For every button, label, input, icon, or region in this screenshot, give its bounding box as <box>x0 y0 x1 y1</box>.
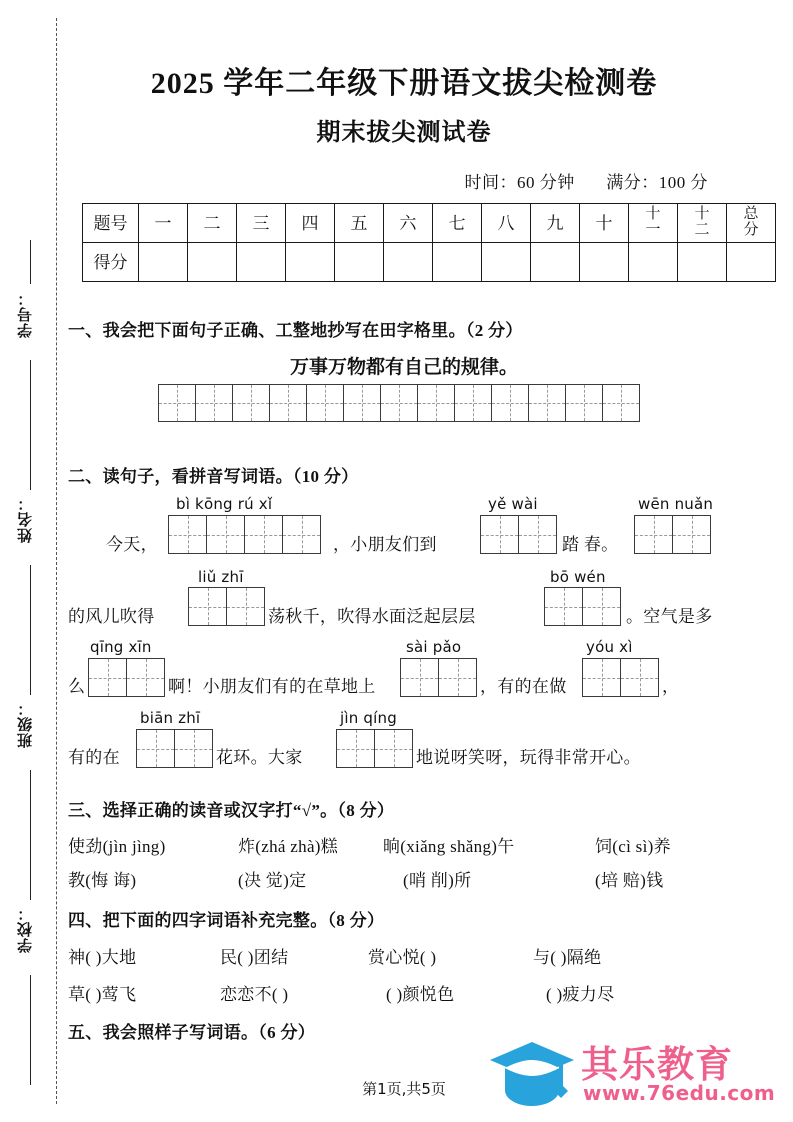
question-4-heading: 四、把下面的四字词语补充完整。（8 分） <box>68 911 385 930</box>
grid-cell[interactable] <box>518 515 557 554</box>
col-3: 三 <box>237 204 286 243</box>
q3-item-4[interactable]: 饲(cì sì)养 <box>595 837 671 856</box>
page-number: 第1页,共5页 <box>362 1080 446 1098</box>
col-11 <box>629 204 678 243</box>
write-rule-3 <box>30 565 31 695</box>
sidebar-label-school: 学校： <box>16 905 34 953</box>
grid-cell[interactable] <box>417 384 455 422</box>
grid-cell[interactable] <box>232 384 270 422</box>
score-cell-7[interactable] <box>433 243 482 282</box>
col-total-top: 总 <box>743 206 759 223</box>
answer-grid-q2-10[interactable] <box>336 729 413 768</box>
q3-item-6[interactable]: (决 觉)定 <box>238 871 307 890</box>
grid-cell[interactable] <box>374 729 413 768</box>
answer-grid-q2-4[interactable] <box>188 587 265 626</box>
q3-item-7[interactable]: (哨 削)所 <box>403 871 472 890</box>
q2-pinyin-bikongruxi: bì kōng rú xǐ <box>176 495 273 513</box>
q2-line1-mid1: ，小朋友们到 <box>333 535 437 554</box>
grid-cell[interactable] <box>544 587 583 626</box>
q3-item-5[interactable]: 教(悔 诲) <box>68 871 137 890</box>
q4-item-5[interactable]: 草( )莺飞 <box>68 985 137 1004</box>
col-8: 八 <box>482 204 531 243</box>
answer-grid-q2-9[interactable] <box>136 729 213 768</box>
q3-item-3[interactable]: 晌(xiǎng shǎng)午 <box>383 837 515 856</box>
answer-grid-q2-6[interactable] <box>88 658 165 697</box>
score-cell-3[interactable] <box>237 243 286 282</box>
q4-item-6[interactable]: 恋恋不( ) <box>220 985 289 1004</box>
q2-pinyin-youxi: yóu xì <box>586 638 633 656</box>
answer-grid-q2-8[interactable] <box>582 658 659 697</box>
score-cell-12[interactable] <box>678 243 727 282</box>
score-cell-2[interactable] <box>188 243 237 282</box>
q4-item-3[interactable]: 赏心悦( ) <box>368 948 437 967</box>
q3-item-8[interactable]: (培 赔)钱 <box>595 871 664 890</box>
answer-grid-q2-7[interactable] <box>400 658 477 697</box>
q2-pinyin-liuzhi: liǔ zhī <box>198 568 244 586</box>
graduation-cap-icon <box>489 1038 575 1110</box>
page-title: 2025 学年二年级下册语文拔尖检测卷 <box>150 67 658 100</box>
q4-item-2[interactable]: 民( )团结 <box>220 948 289 967</box>
logo-site-url: www.76edu.com <box>583 1081 776 1105</box>
q3-item-1[interactable]: 使劲(jìn jìng) <box>68 837 166 856</box>
q2-line3-mid1: 啊！小朋友们有的在草地上 <box>168 677 376 696</box>
grid-cell[interactable] <box>336 729 375 768</box>
q2-line1-mid2: 踏 春。 <box>562 535 619 554</box>
score-cell-4[interactable] <box>286 243 335 282</box>
col-11-top: 十 <box>645 206 661 223</box>
grid-cell[interactable] <box>188 587 227 626</box>
sidebar-label-class: 班级： <box>16 700 34 748</box>
col-5: 五 <box>335 204 384 243</box>
col-4: 四 <box>286 204 335 243</box>
student-info-strip <box>0 0 68 1122</box>
grid-cell[interactable] <box>269 384 307 422</box>
score-cell-9[interactable] <box>531 243 580 282</box>
question-2-heading: 二、读句子，看拼音写词语。（10 分） <box>68 467 359 486</box>
grid-cell[interactable] <box>206 515 245 554</box>
grid-cell[interactable] <box>226 587 265 626</box>
table-row-question-numbers <box>83 204 776 243</box>
grid-cell[interactable] <box>528 384 566 422</box>
answer-grid-q2-1[interactable] <box>168 515 321 554</box>
col-total <box>727 204 776 243</box>
row-header-score: 得分 <box>83 243 139 282</box>
col-11-bottom: 一 <box>645 222 661 238</box>
q2-pinyin-saipao: sài pǎo <box>406 638 462 656</box>
exam-sheet <box>68 0 793 1122</box>
q2-pinyin-bowen: bō wén <box>550 568 606 586</box>
write-rule-4 <box>30 770 31 900</box>
q2-pinyin-qingxin: qīng xīn <box>90 638 152 656</box>
grid-cell[interactable] <box>244 515 283 554</box>
sidebar-label-student-id: 学号： <box>16 290 34 338</box>
col-9: 九 <box>531 204 580 243</box>
question-3-heading: 三、选择正确的读音或汉字打“√”。（8 分） <box>68 801 395 820</box>
question-5-heading: 五、我会照样子写词语。（6 分） <box>68 1023 316 1042</box>
exam-meta <box>68 168 708 193</box>
grid-cell[interactable] <box>582 587 621 626</box>
q2-line1-start: 今天， <box>106 535 158 554</box>
grid-cell[interactable] <box>672 515 711 554</box>
q2-line3-mid3: ， <box>662 677 680 696</box>
time-label: 时间：60 分钟 <box>464 173 575 192</box>
q2-pinyin-bianzhi: biān zhī <box>140 709 201 727</box>
grid-cell[interactable] <box>491 384 529 422</box>
score-cell-6[interactable] <box>384 243 433 282</box>
q2-pinyin-wennuan: wēn nuǎn <box>638 495 714 513</box>
answer-grid-q2-5[interactable] <box>544 587 621 626</box>
page-subtitle: 期末拔尖测试卷 <box>316 120 492 146</box>
answer-grid-q1[interactable] <box>158 384 640 422</box>
col-2: 二 <box>188 204 237 243</box>
col-1: 一 <box>139 204 188 243</box>
col-total-bottom: 分 <box>743 222 759 238</box>
logo-brand-text: 其乐教育 <box>581 1043 733 1086</box>
q2-line2-mid1: 荡秋千，吹得水面泛起层层 <box>268 607 476 626</box>
q2-line3-mid2: ，有的在做 <box>480 677 567 696</box>
q3-item-2[interactable]: 炸(zhá zhà)糕 <box>238 837 339 856</box>
fold-dashed-line <box>56 18 57 1104</box>
grid-cell[interactable] <box>602 384 640 422</box>
q4-item-7[interactable]: ( )颜悦色 <box>386 985 455 1004</box>
grid-cell[interactable] <box>282 515 321 554</box>
row-header-question-no: 题号 <box>83 204 139 243</box>
grid-cell[interactable] <box>126 658 165 697</box>
grid-cell[interactable] <box>168 515 207 554</box>
grid-cell[interactable] <box>620 658 659 697</box>
q2-pinyin-jinqing: jìn qíng <box>340 709 397 727</box>
grid-cell[interactable] <box>582 658 621 697</box>
question-1-sentence: 万事万物都有自己的规律。 <box>289 357 518 378</box>
q2-pinyin-yewai: yě wài <box>488 495 538 513</box>
grid-cell[interactable] <box>174 729 213 768</box>
q4-item-8[interactable]: ( )疲力尽 <box>546 985 615 1004</box>
table-row-scores <box>83 243 776 282</box>
question-1-heading: 一、我会把下面句子正确、工整地抄写在田字格里。（2 分） <box>68 321 523 340</box>
score-cell-total[interactable] <box>727 243 776 282</box>
grid-cell[interactable] <box>306 384 344 422</box>
q2-line4-mid2: 地说呀笑呀，玩得非常开心。 <box>416 748 641 767</box>
sidebar-label-name: 姓名： <box>16 495 34 543</box>
grid-cell[interactable] <box>480 515 519 554</box>
score-cell-11[interactable] <box>629 243 678 282</box>
grid-cell[interactable] <box>88 658 127 697</box>
grid-cell[interactable] <box>343 384 381 422</box>
grid-cell[interactable] <box>565 384 603 422</box>
total-score-label: 满分：100 分 <box>606 173 708 192</box>
grid-cell[interactable] <box>438 658 477 697</box>
col-10: 十 <box>580 204 629 243</box>
grid-cell[interactable] <box>380 384 418 422</box>
col-12-bottom: 二 <box>694 222 710 238</box>
col-12 <box>678 204 727 243</box>
write-rule-5 <box>30 975 31 1085</box>
grid-cell[interactable] <box>454 384 492 422</box>
score-cell-8[interactable] <box>482 243 531 282</box>
write-rule-1 <box>30 240 31 284</box>
grid-cell[interactable] <box>634 515 673 554</box>
col-7: 七 <box>433 204 482 243</box>
q2-line2-start: 的风儿吹得 <box>68 607 155 626</box>
score-cell-10[interactable] <box>580 243 629 282</box>
score-table <box>82 203 776 282</box>
score-cell-5[interactable] <box>335 243 384 282</box>
grid-cell[interactable] <box>400 658 439 697</box>
score-cell-1[interactable] <box>139 243 188 282</box>
q2-line2-mid2: 。空气是多 <box>626 607 713 626</box>
write-rule-2 <box>30 360 31 490</box>
col-12-top: 十 <box>694 206 710 223</box>
answer-grid-q2-3[interactable] <box>634 515 711 554</box>
grid-cell[interactable] <box>158 384 196 422</box>
answer-grid-q2-2[interactable] <box>480 515 557 554</box>
grid-cell[interactable] <box>136 729 175 768</box>
q4-item-4[interactable]: 与( )隔绝 <box>533 948 602 967</box>
q2-line3-start: 么 <box>68 677 86 696</box>
q4-item-1[interactable]: 神( )大地 <box>68 948 137 967</box>
col-6: 六 <box>384 204 433 243</box>
site-logo <box>489 1034 779 1112</box>
grid-cell[interactable] <box>195 384 233 422</box>
q2-line4-mid1: 花环。大家 <box>216 748 303 767</box>
q2-line4-start: 有的在 <box>68 748 120 767</box>
